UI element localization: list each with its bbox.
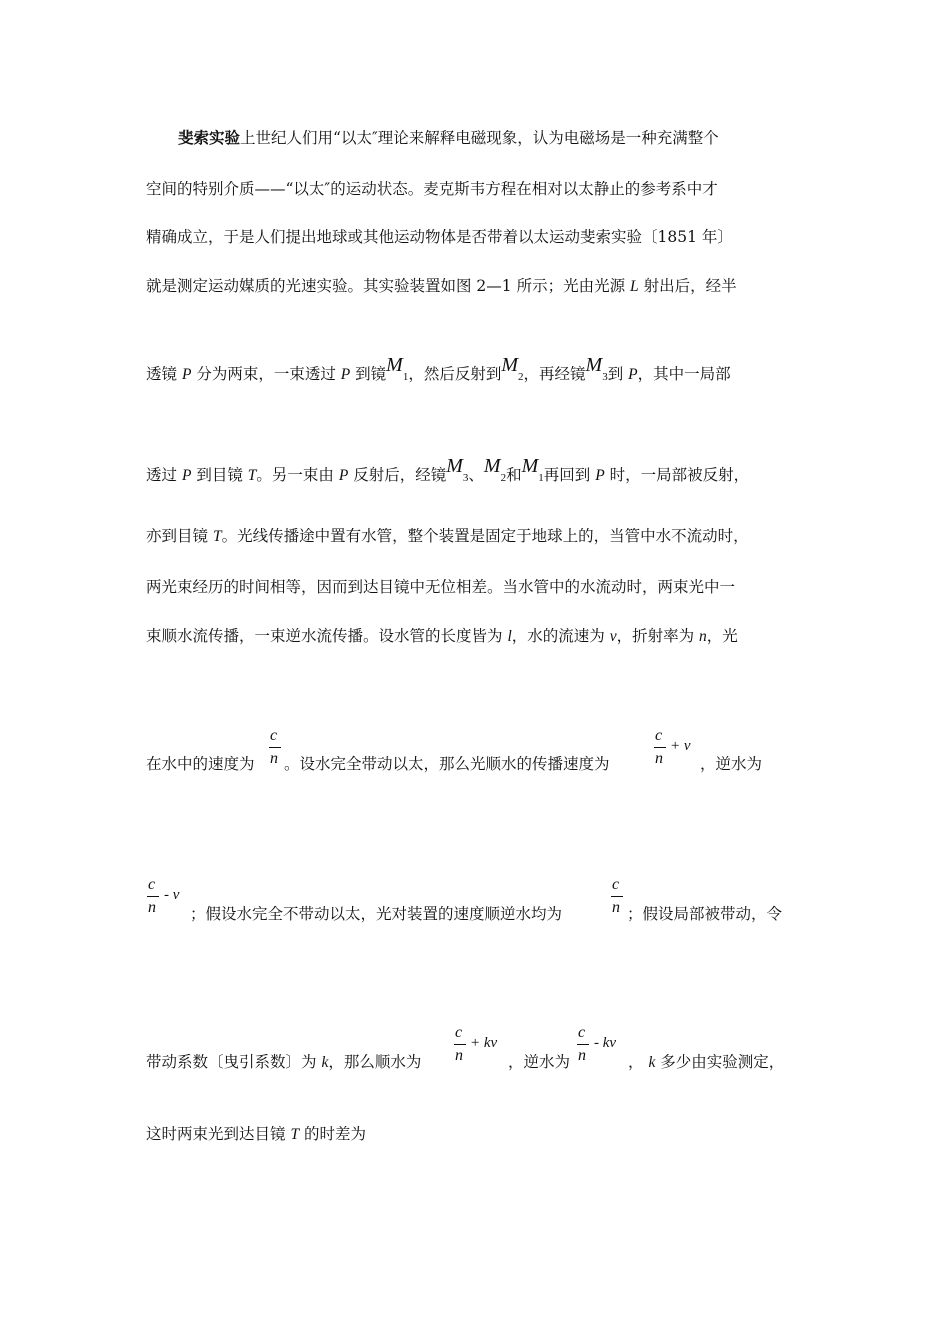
- section-title: 斐索实验: [178, 128, 241, 147]
- para-line-11: ；假设水完全不带动以太，光对装置的速度顺逆水均为: [190, 905, 563, 923]
- para-line-12b: ，逆水为: [508, 1053, 571, 1071]
- para-line-12: 带动系数〔曳引系数〕为 k，那么顺水为: [146, 1053, 422, 1071]
- para-line-1: 斐索实验上世纪人们用“以太″理论来解释电磁现象，认为电磁场是一种充满整个: [178, 128, 719, 147]
- para-line-12c: ， k 多少由实验测定，: [628, 1053, 785, 1071]
- para-line-2: 空间的特别介质——“以太″的运动状态。麦克斯韦方程在相对以太静止的参考系中才: [146, 180, 718, 198]
- para-line-8: 两光束经历的时间相等，因而到达目镜中无位相差。当水管中的水流动时，两束光中一: [146, 578, 736, 596]
- para-line-4: 就是测定运动媒质的光速实验。其实验装置如图 2—1 所示；光由光源 L 射出后，经半: [146, 277, 737, 295]
- para-line-11b: ；假设局部被带动，令: [627, 905, 783, 923]
- para-line-10c: ，逆水为: [700, 755, 763, 773]
- para-line-10b: 。设水完全带动以太，那么光顺水的传播速度为: [284, 755, 610, 773]
- para-line-6: 透过 P 到目镜 T。另一束由 P 反射后，经镜M3、M2和M1再回到 P 时，一局部被反射，: [146, 455, 750, 484]
- para-line-3: 精确成立，于是人们提出地球或其他运动物体是否带着以太运动斐索实验〔1851 年〕: [146, 228, 733, 246]
- para-line-5: 透镜 P 分为两束，一束透过 P 到镜M1，然后反射到M2，再经镜M3到 P，其中一局部: [146, 354, 731, 383]
- para-line-10: 在水中的速度为: [146, 755, 255, 773]
- para-line-7: 亦到目镜 T。光线传播途中置有水管，整个装置是固定于地球上的，当管中水不流动时，: [146, 527, 749, 545]
- para-line-9: 束顺水流传播，一束逆水流传播。设水管的长度皆为 l，水的流速为 v，折射率为 n，光: [146, 627, 738, 645]
- para-line-13: 这时两束光到达目镜 T 的时差为: [146, 1125, 366, 1143]
